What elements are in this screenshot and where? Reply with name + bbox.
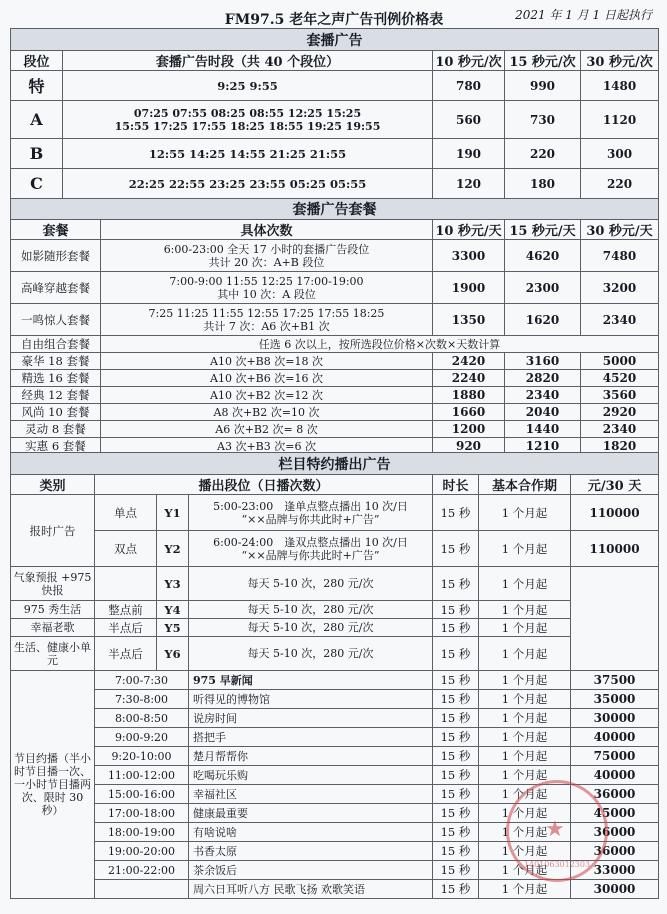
period-cell: 1 个月起 xyxy=(479,823,571,842)
category-cell: 生活、健康小单元 xyxy=(11,637,95,671)
duration-cell: 15 秒 xyxy=(433,495,479,531)
price-cell: 220 xyxy=(505,139,581,169)
slot-desc-line: 5:00-23:00 逢单点整点播出 10 次/日 xyxy=(213,499,408,513)
section-heading: 套播广告套餐 xyxy=(11,199,659,220)
package-desc-line: 6:00-23:00 全天 17 小时的套播广告段位 xyxy=(163,242,370,256)
program-name: 幸福社区 xyxy=(189,785,433,804)
price-cell: 2340 xyxy=(581,304,659,336)
program-time: 9:00-9:20 xyxy=(95,728,189,747)
subtype-cell xyxy=(95,567,157,601)
duration-cell: 15 秒 xyxy=(433,861,479,880)
price-cell: 110000 xyxy=(571,495,659,531)
program-name: 吃喝玩乐购 xyxy=(189,766,433,785)
price-cell: 36000 xyxy=(571,842,659,861)
period-cell: 1 个月起 xyxy=(479,709,571,728)
package-desc xyxy=(101,272,433,304)
price-cell: 4520 xyxy=(581,370,659,387)
slot-desc-line: “××品牌与你共此时+广告” xyxy=(241,512,380,526)
period-cell: 1 个月起 xyxy=(479,747,571,766)
price-cell: 2240 xyxy=(433,370,505,387)
package-desc-line: 共计 20 次：A+B 段位 xyxy=(208,255,325,269)
period-cell: 1 个月起 xyxy=(479,842,571,861)
package-name: 灵动 8 套餐 xyxy=(11,421,101,438)
package-desc xyxy=(101,304,433,336)
price-cell: 1480 xyxy=(581,71,659,101)
header-cell: 套播广告时段（共 40 个段位） xyxy=(63,51,433,71)
duration-cell: 15 秒 xyxy=(433,842,479,861)
page-title: FM97.5 老年之声广告刊例价格表 xyxy=(224,12,444,28)
price-cell: 780 xyxy=(433,71,505,101)
package-desc: A6 次+B2 次= 8 次 xyxy=(101,421,433,438)
package-desc: A10 次+B2 次=12 次 xyxy=(101,387,433,404)
section-heading: 套播广告 xyxy=(11,29,659,51)
period-cell: 1 个月起 xyxy=(479,880,571,899)
program-name: 说房时间 xyxy=(189,709,433,728)
program-time: 11:00-12:00 xyxy=(95,766,189,785)
program-name: 有啥说啥 xyxy=(189,823,433,842)
price-cell: 30000 xyxy=(571,709,659,728)
package-name: 豪华 18 套餐 xyxy=(11,353,101,370)
package-desc: A10 次+B6 次=16 次 xyxy=(101,370,433,387)
duration-cell: 15 秒 xyxy=(433,747,479,766)
segment-cell: A xyxy=(11,101,63,139)
header-cell: 15 秒元/天 xyxy=(505,220,581,240)
price-cell: 5000 xyxy=(581,353,659,370)
program-time: 7:00-7:30 xyxy=(95,671,189,690)
price-cell: 33000 xyxy=(571,861,659,880)
price-cell: 35000 xyxy=(571,690,659,709)
period-cell: 1 个月起 xyxy=(479,766,571,785)
header-cell: 10 秒元/天 xyxy=(433,220,505,240)
slot-code: Y1 xyxy=(157,495,189,531)
price-cell: 1440 xyxy=(505,421,581,438)
slot-desc: 每天 5-10 次，280 元/次 xyxy=(189,619,433,637)
header-cell: 基本合作期 xyxy=(479,475,571,495)
duration-cell: 15 秒 xyxy=(433,804,479,823)
duration-cell: 15 秒 xyxy=(433,766,479,785)
price-cell: 7480 xyxy=(581,240,659,272)
header-cell: 时长 xyxy=(433,475,479,495)
period-cell: 1 个月起 xyxy=(479,637,571,671)
period-cell: 1 个月起 xyxy=(479,785,571,804)
header-cell: 30 秒元/次 xyxy=(581,51,659,71)
slot-code: Y4 xyxy=(157,601,189,619)
program-name: 健康最重要 xyxy=(189,804,433,823)
category-cell: 975 秀生活 xyxy=(11,601,95,619)
price-cell: 2340 xyxy=(505,387,581,404)
price-cell: 2340 xyxy=(581,421,659,438)
price-cell: 1350 xyxy=(433,304,505,336)
price-cell: 2820 xyxy=(505,370,581,387)
package-name: 经典 12 套餐 xyxy=(11,387,101,404)
duration-cell: 15 秒 xyxy=(433,567,479,601)
duration-cell: 15 秒 xyxy=(433,601,479,619)
price-cell: 4620 xyxy=(505,240,581,272)
price-cell: 1620 xyxy=(505,304,581,336)
price-cell: 2300 xyxy=(505,272,581,304)
period-cell: 1 个月起 xyxy=(479,728,571,747)
slot-code: Y5 xyxy=(157,619,189,637)
program-name: 搭把手 xyxy=(189,728,433,747)
price-cell: 40000 xyxy=(571,766,659,785)
star-icon: ★ xyxy=(545,817,565,842)
segment-cell: C xyxy=(11,169,63,199)
category-cell: 气象预报 +975 快报 xyxy=(11,567,95,601)
subtype-cell: 双点 xyxy=(95,531,157,567)
duration-cell: 15 秒 xyxy=(433,785,479,804)
slot-code: Y3 xyxy=(157,567,189,601)
program-time: 9:20-10:00 xyxy=(95,747,189,766)
program-time: 17:00-18:00 xyxy=(95,804,189,823)
program-name: 975 早新闻 xyxy=(189,671,433,690)
slot-desc-line: “××品牌与你共此时+广告” xyxy=(241,548,380,562)
price-cell: 1820 xyxy=(581,438,659,455)
header-cell: 类别 xyxy=(11,475,95,495)
duration-cell: 15 秒 xyxy=(433,728,479,747)
package-name: 如影随形套餐 xyxy=(11,240,101,272)
program-time: 18:00-19:00 xyxy=(95,823,189,842)
header-cell: 具体次数 xyxy=(101,220,433,240)
price-cell: 75000 xyxy=(571,747,659,766)
price-cell: 3160 xyxy=(505,353,581,370)
subtype-cell: 半点后 xyxy=(95,637,157,671)
header-cell: 段位 xyxy=(11,51,63,71)
header-cell: 15 秒元/次 xyxy=(505,51,581,71)
period-cell: 1 个月起 xyxy=(479,601,571,619)
slot-code: Y2 xyxy=(157,531,189,567)
program-time: 15:00-16:00 xyxy=(95,785,189,804)
price-cell: 180 xyxy=(505,169,581,199)
price-cell: 37500 xyxy=(571,671,659,690)
period-cell: 1 个月起 xyxy=(479,567,571,601)
period-cell: 1 个月起 xyxy=(479,495,571,531)
time-slots: 12:55 14:25 14:55 21:25 21:55 xyxy=(63,139,433,169)
slot-desc: 每天 5-10 次，280 元/次 xyxy=(189,637,433,671)
category-cell: 节目约播（半小时节目播一次、一小时节目播两次、限时 30 秒） xyxy=(11,671,95,899)
price-cell: 560 xyxy=(433,101,505,139)
price-cell: 1120 xyxy=(581,101,659,139)
header-cell: 套餐 xyxy=(11,220,101,240)
price-cell: 3300 xyxy=(433,240,505,272)
program-time: 19:00-20:00 xyxy=(95,842,189,861)
category-cell: 报时广告 xyxy=(11,495,95,567)
duration-cell: 15 秒 xyxy=(433,709,479,728)
duration-cell: 15 秒 xyxy=(433,637,479,671)
package-desc: A3 次+B3 次=6 次 xyxy=(101,438,433,455)
subtype-cell: 整点前 xyxy=(95,601,157,619)
price-cell: 45000 xyxy=(571,804,659,823)
price-cell: 1900 xyxy=(433,272,505,304)
period-cell: 1 个月起 xyxy=(479,671,571,690)
program-name: 周六日耳听八方 民歌飞扬 欢歌笑语 xyxy=(189,880,433,899)
period-cell: 1 个月起 xyxy=(479,690,571,709)
header-cell: 30 秒元/天 xyxy=(581,220,659,240)
package-desc-line: 7:25 11:25 11:55 12:55 17:25 17:55 18:25 xyxy=(148,306,385,320)
package-desc-line: 共计 7 次：A6 次+B1 次 xyxy=(203,319,330,333)
program-name: 书香太原 xyxy=(189,842,433,861)
price-cell: 300 xyxy=(581,139,659,169)
package-desc-line: 7:00-9:00 11:55 12:25 17:00-19:00 xyxy=(169,274,364,288)
package-name: 一鸣惊人套餐 xyxy=(11,304,101,336)
program-time xyxy=(95,880,189,899)
slot-desc xyxy=(189,495,433,531)
official-seal xyxy=(506,780,608,882)
subtype-cell: 单点 xyxy=(95,495,157,531)
price-cell: 2040 xyxy=(505,404,581,421)
duration-cell: 15 秒 xyxy=(433,619,479,637)
price-cell: 36000 xyxy=(571,785,659,804)
period-cell: 1 个月起 xyxy=(479,861,571,880)
segment-cell: B xyxy=(11,139,63,169)
subtype-cell: 半点后 xyxy=(95,619,157,637)
program-name: 茶余饭后 xyxy=(189,861,433,880)
price-cell: 3200 xyxy=(581,272,659,304)
package-ad-table xyxy=(10,28,659,199)
package-name: 高峰穿越套餐 xyxy=(11,272,101,304)
segment-cell: 特 xyxy=(11,71,63,101)
period-cell: 1 个月起 xyxy=(479,619,571,637)
price-cell: 1210 xyxy=(505,438,581,455)
duration-cell: 15 秒 xyxy=(433,531,479,567)
price-cell: 1200 xyxy=(433,421,505,438)
program-name: 听得见的博物馆 xyxy=(189,690,433,709)
program-name: 楚月帮帮你 xyxy=(189,747,433,766)
price-cell-empty xyxy=(571,567,659,671)
time-slots: 22:25 22:55 23:25 23:55 05:25 05:55 xyxy=(63,169,433,199)
time-slots: 9:25 9:55 xyxy=(63,71,433,101)
program-time: 21:00-22:00 xyxy=(95,861,189,880)
time-slots xyxy=(63,101,433,139)
header-cell: 播出段位（日播次数） xyxy=(95,475,433,495)
duration-cell: 15 秒 xyxy=(433,671,479,690)
price-cell: 1880 xyxy=(433,387,505,404)
package-desc xyxy=(101,240,433,272)
program-time: 7:30-8:00 xyxy=(95,690,189,709)
duration-cell: 15 秒 xyxy=(433,823,479,842)
effective-date: 2021 年 1 月 1 日起执行 xyxy=(515,8,652,22)
price-cell: 30000 xyxy=(571,880,659,899)
header-cell: 10 秒元/次 xyxy=(433,51,505,71)
price-cell: 2420 xyxy=(433,353,505,370)
slot-code: Y6 xyxy=(157,637,189,671)
section-heading: 栏目特约播出广告 xyxy=(11,453,659,475)
header-cell: 元/30 天 xyxy=(571,475,659,495)
category-cell: 幸福老歌 xyxy=(11,619,95,637)
slot-desc: 每天 5-10 次，280 元/次 xyxy=(189,567,433,601)
time-slots-line: 15:55 17:25 17:55 18:25 18:55 19:25 19:55 xyxy=(114,119,381,133)
package-desc: A10 次+B8 次=18 次 xyxy=(101,353,433,370)
price-cell: 36000 xyxy=(571,823,659,842)
package-desc: A8 次+B2 次=10 次 xyxy=(101,404,433,421)
slot-desc xyxy=(189,531,433,567)
title-bar xyxy=(10,4,658,30)
price-cell: 40000 xyxy=(571,728,659,747)
package-name: 实惠 6 套餐 xyxy=(11,438,101,455)
price-cell: 920 xyxy=(433,438,505,455)
package-desc-line: 其中 10 次：A 段位 xyxy=(217,287,316,301)
price-cell: 110000 xyxy=(571,531,659,567)
time-slots-line: 07:25 07:55 08:25 08:55 12:25 15:25 xyxy=(133,106,362,120)
package-desc: 任选 6 次以上，按所选段位价格×次数×天数计算 xyxy=(101,336,659,353)
program-time: 8:00-8:50 xyxy=(95,709,189,728)
period-cell: 1 个月起 xyxy=(479,804,571,823)
price-cell: 120 xyxy=(433,169,505,199)
combo-package-table xyxy=(10,198,659,455)
price-cell: 990 xyxy=(505,71,581,101)
price-cell: 2920 xyxy=(581,404,659,421)
package-name: 精选 16 套餐 xyxy=(11,370,101,387)
price-cell: 3560 xyxy=(581,387,659,404)
price-cell: 1660 xyxy=(433,404,505,421)
price-cell: 220 xyxy=(581,169,659,199)
seal-code: 1401063012303 xyxy=(523,860,591,869)
duration-cell: 15 秒 xyxy=(433,880,479,899)
price-cell: 190 xyxy=(433,139,505,169)
package-name: 风尚 10 套餐 xyxy=(11,404,101,421)
period-cell: 1 个月起 xyxy=(479,531,571,567)
price-cell: 730 xyxy=(505,101,581,139)
package-name: 自由组合套餐 xyxy=(11,336,101,353)
slot-desc-line: 6:00-24:00 逢双点整点播出 10 次/日 xyxy=(213,535,408,549)
slot-desc: 每天 5-10 次，280 元/次 xyxy=(189,601,433,619)
duration-cell: 15 秒 xyxy=(433,690,479,709)
